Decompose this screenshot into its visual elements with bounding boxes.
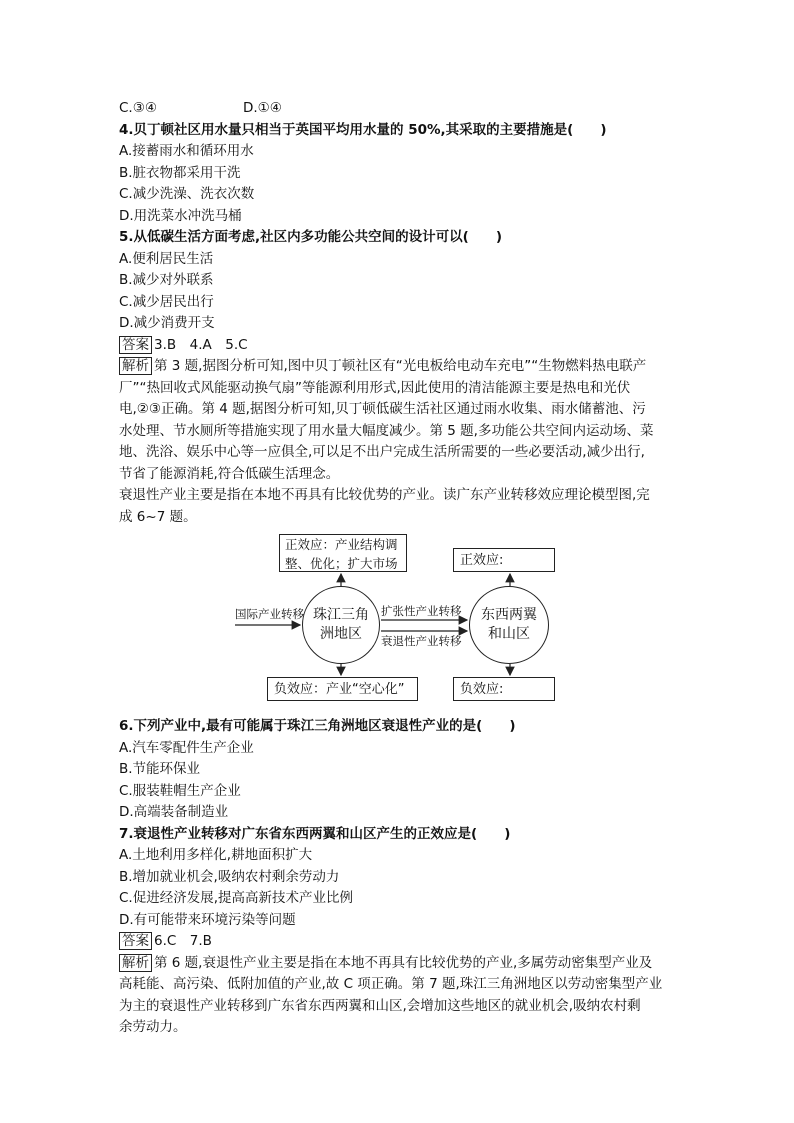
q5-stem: 5.从低碳生活方面考虑,社区内多功能公共空间的设计可以( ) (119, 229, 502, 245)
q6-option-b[interactable]: B.节能环保业 (119, 761, 201, 777)
explanation-line: 第 6 题,衰退性产业主要是指在本地不再具有比较优势的产业,多属劳动密集型产业及 (154, 954, 653, 971)
q6-option-a[interactable]: A.汽车零配件生产企业 (119, 739, 254, 756)
answer-tag: 答案 (119, 336, 152, 354)
explanation-line: 高耗能、高污染、低附加值的产业,故 C 项正确。第 7 题,珠江三角洲地区以劳动密集型产业 (119, 976, 663, 992)
explanation-line: 余劳动力。 (119, 1019, 187, 1035)
q3-option-d[interactable]: D.①④ (243, 100, 282, 116)
q7-option-c[interactable]: C.促进经济发展,提高高新技术产业比例 (119, 890, 354, 906)
q4-stem: 4.贝丁顿社区用水量只相当于英国平均用水量的 50%,其采取的主要措施是( ) (119, 121, 607, 138)
q5-option-b[interactable]: B.减少对外联系 (119, 272, 214, 288)
intro-line: 成 6~7 题。 (119, 508, 197, 525)
answer-text: 3.B 4.A 5.C (154, 336, 248, 353)
expansion-transfer-label: 扩张性产业转移 (381, 604, 462, 618)
positive-effect-box-1: 正效应：产业结构调整、优化；扩大市场 (279, 534, 407, 572)
decline-transfer-label: 衰退性产业转移 (381, 634, 462, 648)
q7-option-a[interactable]: A.土地利用多样化,耕地面积扩大 (119, 847, 313, 863)
explanation-line: 电,②③正确。第 4 题,据图分析可知,贝丁顿低碳生活社区通过雨水收集、雨水储蓄池、污 (119, 401, 646, 417)
intro-block (119, 485, 679, 528)
q4-option-d[interactable]: D.用洗菜水冲洗马桶 (119, 207, 242, 224)
answer-tag: 答案 (119, 932, 152, 950)
explanation-line: 地、洗浴、娱乐中心等一应俱全,可以足不出户完成生活所需要的一些必要活动,减少出行, (119, 444, 645, 460)
industry-transfer-diagram (119, 534, 679, 714)
explanation-line: 节省了能源消耗,符合低碳生活理念。 (119, 465, 340, 482)
q5-option-d[interactable]: D.减少消费开支 (119, 315, 215, 331)
q3-option-c[interactable]: C.③④ (119, 100, 157, 116)
answer-block-2 (119, 931, 679, 953)
intro-line: 衰退性产业主要是指在本地不再具有比较优势的产业。读广东产业转移效应理论模型图,完 (119, 487, 650, 503)
international-transfer-label: 国际产业转移 (235, 607, 304, 621)
negative-effect-box-1: 负效应：产业“空心化” (267, 677, 418, 701)
q3-options-row (119, 98, 679, 120)
q4-option-a[interactable]: A.接蓄雨水和循环用水 (119, 143, 254, 159)
answer-block-1 (119, 335, 679, 357)
explanation-line: 厂”“热回收式风能驱动换气扇”等能源利用形式,因此使用的清洁能源主要是热电和光伏 (119, 379, 631, 396)
explanation-tag: 解析 (119, 954, 152, 972)
pearl-river-delta-circle: 珠江三角洲地区 (302, 586, 380, 664)
explanation-line: 第 3 题,据图分析可知,图中贝丁顿社区有“光电板给电动车充电”“生物燃料热电联产 (154, 358, 647, 374)
q7-option-b[interactable]: B.增加就业机会,吸纳农村剩余劳动力 (119, 868, 340, 885)
east-west-mountain-circle: 东西两翼和山区 (469, 586, 549, 664)
answer-text: 6.C 7.B (154, 933, 212, 949)
explanation-line: 为主的衰退性产业转移到广东省东西两翼和山区,会增加这些地区的就业机会,吸纳农村剩 (119, 997, 641, 1014)
q4-option-b[interactable]: B.脏衣物都采用干洗 (119, 164, 241, 181)
q6-stem: 6.下列产业中,最有可能属于珠江三角洲地区衰退性产业的是( ) (119, 718, 516, 734)
explanation-line: 水处理、节水厕所等措施实现了用水量大幅度减少。第 5 题,多功能公共空间内运动场、菜 (119, 422, 654, 439)
q5-option-a[interactable]: A.便利居民生活 (119, 250, 214, 267)
explanation-block-2 (119, 953, 679, 1039)
document-page (119, 98, 679, 1039)
explanation-block-1 (119, 356, 679, 485)
positive-effect-box-2: 正效应: (453, 548, 555, 572)
q7-stem: 7.衰退性产业转移对广东省东西两翼和山区产生的正效应是( ) (119, 825, 511, 842)
q6-option-c[interactable]: C.服装鞋帽生产企业 (119, 782, 241, 799)
negative-effect-box-2: 负效应: (453, 677, 555, 701)
explanation-tag: 解析 (119, 357, 152, 375)
q6-option-d[interactable]: D.高端装备制造业 (119, 804, 229, 820)
q5-option-c[interactable]: C.减少居民出行 (119, 293, 214, 310)
q7-option-d[interactable]: D.有可能带来环境污染等问题 (119, 911, 296, 928)
q4-option-c[interactable]: C.减少洗澡、洗衣次数 (119, 186, 255, 202)
